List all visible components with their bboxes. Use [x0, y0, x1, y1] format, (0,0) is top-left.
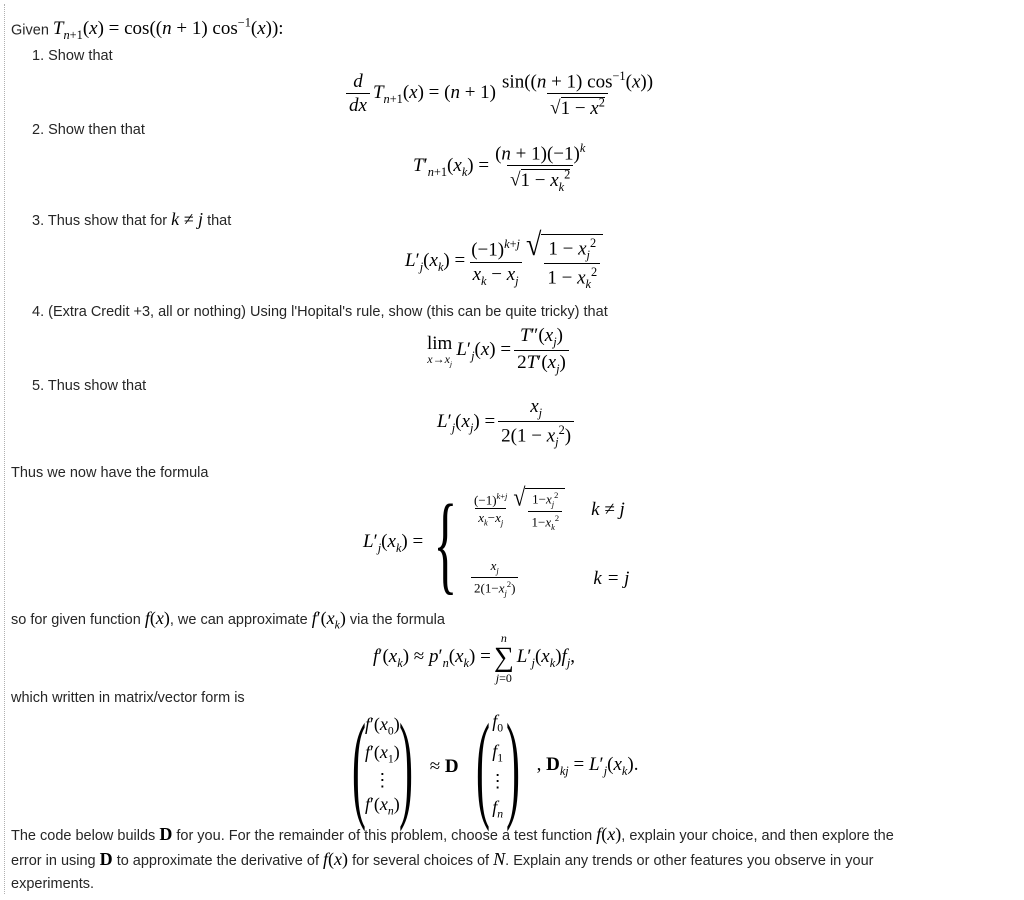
item-5: 5. Thus show that [32, 378, 147, 394]
code-paragraph-line-3: experiments. [11, 876, 95, 892]
code-paragraph-line-1: The code below builds D for you. For the remainder of this problem, choose a test function f(x), explain your choice, and then explore the [11, 824, 894, 844]
code-text-1a: The code below builds [11, 828, 156, 844]
equation-4: lim $x\to x_j$ $L'_j(x)$ = $\frac{T''(x_j)}{2T'(x_j)}$ [427, 326, 572, 375]
approx-text-b: , we can approximate [169, 612, 308, 628]
case-2-condition: k = j [593, 567, 630, 589]
code-text-1b: for you. For the remainder of this problem, choose a test function [176, 828, 593, 844]
matrix-intro: which written in matrix/vector form is [11, 690, 245, 706]
item-2: 2. Show then that [32, 122, 145, 138]
code-text-2d: . Explain any trends or other features you observe in your [505, 853, 874, 869]
item-1: 1. Show that [32, 48, 113, 64]
formula-intro: Thus we now have the formula [11, 465, 209, 481]
equation-1: $\frac{d}{dx}$ $T_{n+1}(x) = (n + 1)$ $\frac{\sin((n + 1) \cos^{-1}(x))}{√1 - x^2}$ [343, 70, 659, 118]
item-3-tail: that [207, 213, 232, 229]
code-text-1c: , explain your choice, and then explore the [621, 828, 894, 844]
equation-5: $L'_j(x_j)$ = $\frac{x_j}{2(1 - x_j^2)}$ [437, 397, 577, 449]
intro-line [11, 13, 284, 45]
case-1-condition: k ≠ j [591, 499, 625, 521]
equation-2: $T'_{n+1}(x_k)$ = $\frac{(n + 1)(-1)^k}{√1 - x_k^2}$ [413, 141, 586, 194]
code-paragraph-line-2: error in using D to approximate the derivative of f(x) for several choices of N. Explain any trends or other features you observe in your [11, 849, 874, 869]
item-3-text: 3. Thus show that for [32, 213, 168, 229]
approx-intro: so for given function f(x), we can approximate $f'(x_k)$ via the formula [11, 608, 445, 632]
approx-text-c: via the formula [349, 612, 445, 628]
code-text-2a: error in using [11, 853, 96, 869]
equation-matrix: ( $f'(x_0)$ $f'(x_1)$ ⋮ $f'(x_n)$ ) ≈ D ( $f_0$ $f_1$ ⋮ $f_n$ ) , $D_{kj} = L'_j(x_k)$. [351, 699, 639, 832]
item-3-condition: k ≠ j [171, 209, 204, 229]
code-text-2b: to approximate the derivative of [116, 853, 319, 869]
equation-piecewise: $L'_j(x_k)$ = { $\frac{(-1)^{k+j}}{x_k-x_j}$ √ $\frac{1-x_j^2}{1-x_k^2}$ k ≠ j $\frac{x_j}{2(1-x_j^2)}$ k = j [363, 482, 630, 604]
approx-text-a: so for given function [11, 612, 141, 628]
code-text-2c: for several choices of [352, 853, 490, 869]
item-4: 4. (Extra Credit +3, all or nothing) Using l'Hopital's rule, show (this can be quite tricky) that [32, 304, 608, 320]
intro-math: $T_{n+1}(x) = \cos((n + 1)$ $\cos^{-1}(x)$): [52, 16, 284, 43]
item-3 [32, 209, 231, 231]
markdown-cell [4, 4, 1021, 894]
equation-3: $L'_j(x_k)$ = $\frac{(-1)^{k+j}}{x_k - x_j}$ √ $\frac{1 - x_j^2}{1 - x_k^2}$ [405, 234, 603, 291]
equation-approx: $f'(x_k) \approx p'_n(x_k)$ = n ∑ j=0 $L'_j(x_k)f_j$, [373, 631, 576, 685]
intro-text: Given [11, 22, 49, 39]
